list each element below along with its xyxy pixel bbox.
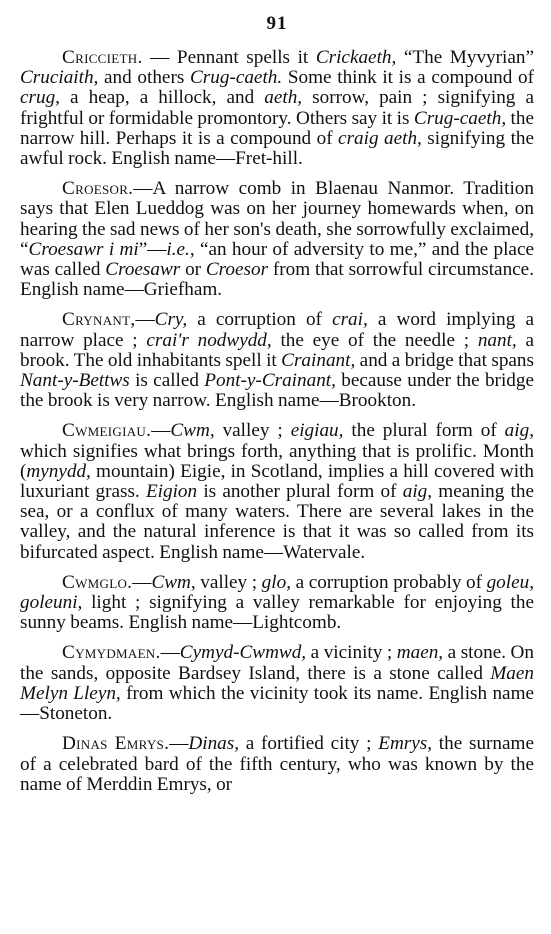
entry-text: light ; signifying a valley remarkable for enjoying the sunny beams. English name—Lightcomb. (20, 592, 534, 634)
italic-term: Cry, (154, 309, 188, 331)
italic-term: Cruciaith, (20, 67, 99, 89)
entry-cwmglo (20, 573, 534, 634)
entry-headword: Cwmglo. (62, 571, 133, 593)
entry-text: the narrow hill. Perhaps it is a compound of (20, 107, 534, 149)
italic-term: goleu, goleuni, (20, 571, 535, 614)
italic-term: Emrys, (378, 733, 433, 755)
italic-term: mynydd, (26, 460, 91, 482)
entry-headword: Criccieth. (62, 47, 143, 68)
italic-term: aeth, (264, 87, 303, 109)
italic-term: crug, (20, 87, 60, 109)
italic-term: Crug-caeth, (413, 107, 507, 129)
italic-term: maen, (396, 642, 444, 664)
page-number: 91 (266, 13, 288, 34)
entry-text: is another plural form of (197, 481, 403, 503)
entry-headword: Croesor. (62, 178, 134, 200)
entry-text: a corruption probably of (291, 571, 487, 593)
entry-text: a brook. The old inhabitants spell it (20, 329, 534, 371)
entry-croesor (20, 179, 534, 300)
entry-headword: Cymydmaen. (62, 642, 161, 664)
entry-text: or (180, 259, 206, 281)
italic-term: crai'r nodwydd, (146, 329, 272, 351)
italic-term: Nant-y-Bettws (20, 370, 130, 392)
entry-text: a heap, a hillock, and (59, 87, 265, 109)
italic-term: Cwm, (151, 571, 196, 593)
italic-term: Crug-caeth. (189, 67, 283, 89)
entry-text: a vicinity ; (306, 642, 397, 664)
entry-text: — (160, 642, 180, 664)
italic-term: Crainant, (281, 349, 356, 371)
italic-term: Cwm, (170, 420, 215, 442)
entry-text: — (135, 309, 155, 331)
italic-term: aig, (504, 420, 534, 442)
entry-text: signifying the awful rock. English name—Fret-hill. (20, 127, 535, 170)
entry-text: a word implying a narrow place ; (20, 309, 534, 351)
italic-term: Croesawr i mi (28, 238, 139, 260)
entry-text: a corruption of (187, 309, 333, 331)
entry-text: — (151, 420, 171, 442)
entry-text: sorrow, pain ; signifying a frightful or formidable promontory. Others say it is (20, 87, 534, 129)
entry-text: is called (129, 370, 205, 392)
entry-text: — (169, 733, 189, 755)
italic-term: Croesawr (105, 259, 181, 281)
entry-dinas-emrys (20, 734, 534, 795)
entry-cymydmaen (20, 643, 534, 724)
italic-term: eigiau, (290, 420, 344, 442)
italic-term: Pont-y-Crainant, (204, 370, 336, 392)
dictionary-entries (20, 48, 534, 795)
entry-text: and a bridge that spans (355, 349, 534, 371)
entry-text: mountain) Eigie, in Scotland, implies a hill covered with luxuriant grass. (20, 460, 534, 503)
italic-term: Cymyd-Cwmwd, (179, 642, 307, 664)
entry-text: from that sorrowful circumstance. English name—Griefham. (20, 259, 534, 301)
italic-term: crai, (332, 309, 368, 331)
entry-text: meaning the sea, or a conflux of many waters. There are several lakes in the valley, and the natural inference is that it was so called from its bifurcated aspect. English name—Watervale. (20, 481, 534, 563)
entry-headword: Crynant, (62, 309, 136, 331)
entry-text: “The Myvyrian” (396, 47, 534, 68)
entry-text: Some think it is a compound of (282, 67, 535, 89)
entry-text: valley ; (214, 420, 291, 442)
italic-term: Crickaeth, (315, 47, 397, 68)
italic-term: glo, (261, 571, 291, 593)
entry-text: — (132, 571, 152, 593)
entry-headword: Dinas Emrys. (62, 733, 170, 755)
entry-text: because under the bridge the brook is very narrow. English name—Brookton. (20, 370, 534, 412)
italic-term: Maen Melyn Lleyn, (20, 662, 534, 704)
entry-crynant (20, 310, 534, 411)
entry-text: and others (98, 67, 190, 89)
entry-text: which signifies what brings forth, anything that is prolific. Month ( (20, 440, 534, 482)
italic-term: Croesor (205, 259, 269, 281)
entry-text: the eye of the needle ; (271, 329, 478, 351)
entry-text: valley ; (195, 571, 262, 593)
entry-criccieth (20, 48, 534, 169)
italic-term: i.e., (166, 238, 195, 260)
entry-headword: Cwmeigiau. (62, 420, 152, 442)
italic-term: nant, (477, 329, 517, 351)
italic-term: aig, (402, 481, 433, 503)
entry-text: from which the vicinity took its name. English name—Stoneton. (20, 682, 535, 725)
entry-text: “an hour of adversity to me,” and the place was called (20, 238, 534, 281)
entry-text: ”— (138, 238, 167, 260)
entry-text: —A narrow comb in Blaenau Nanmor. Tradition says that Elen Lueddog was on her journey homewards when, on hearing the sad news of her son's death, she sorrowfully exclaimed, “ (20, 178, 534, 260)
entry-text: the surname of a celebrated bard of the fifth century, who was known by the name of Merddin Emrys, or (20, 733, 534, 795)
entry-text: a stone. On the sands, opposite Bardsey Island, there is a stone called (20, 642, 534, 684)
entry-cwmeigiau (20, 421, 534, 562)
entry-text: a fortified city ; (239, 733, 379, 755)
entry-text: — Pennant spells it (142, 47, 316, 68)
italic-term: Dinas, (188, 733, 240, 755)
italic-term: Eigion (145, 481, 198, 503)
italic-term: craig aeth, (338, 127, 422, 149)
entry-text: the plural form of (343, 420, 505, 442)
